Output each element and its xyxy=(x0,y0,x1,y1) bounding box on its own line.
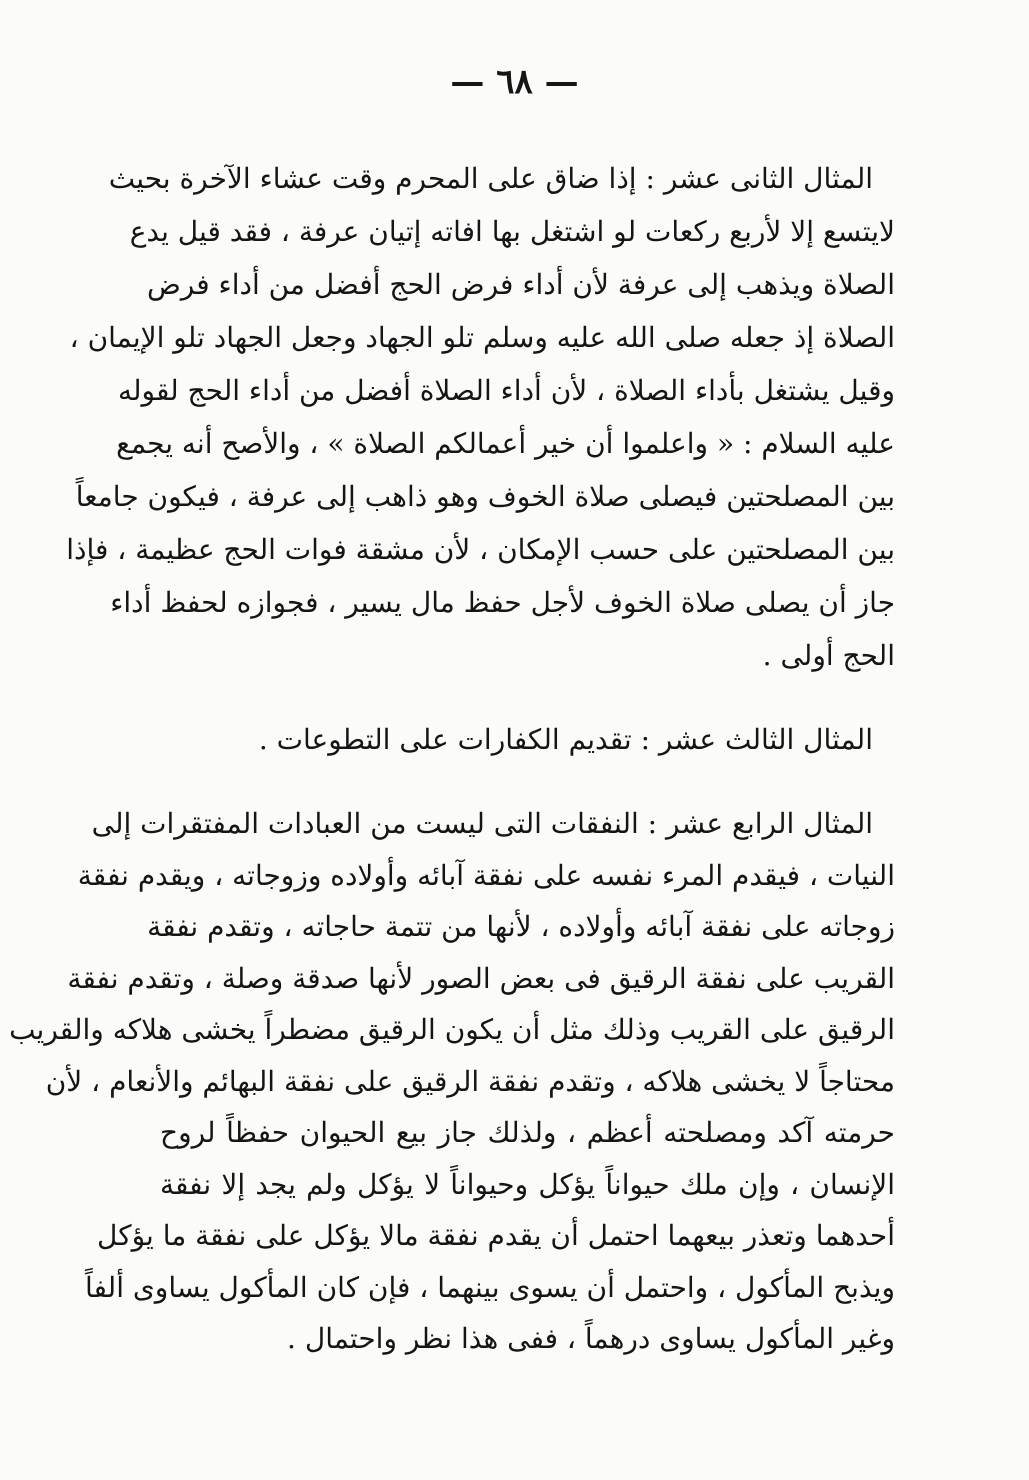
text-line: المثال الرابع عشر : النفقات التى ليست من العبادات المفتقرات إلى xyxy=(91,807,873,840)
text-line: القريب على نفقة الرقيق فى بعض الصور لأنها صدقة وصلة ، وتقدم نفقة xyxy=(67,961,895,995)
text-line: الصلاة ويذهب إلى عرفة لأن أداء فرض الحج أفضل من أداء فرض xyxy=(146,268,895,301)
text-line: بين المصلحتين فيصلى صلاة الخوف وهو ذاهب إلى عرفة ، فيكون جامعاً xyxy=(75,480,895,513)
text-line: عليه السلام : « واعلموا أن خير أعمالكم الصلاة » ، والأصح أنه يجمع xyxy=(116,427,895,460)
paragraph-example-14 xyxy=(9,798,895,1365)
text-line: وقيل يشتغل بأداء الصلاة ، لأن أداء الصلاة أفضل من أداء الحج لقوله xyxy=(117,374,895,407)
text-line: الحج أولى . xyxy=(762,639,895,672)
text-line: لايتسع إلا لأربع ركعات لو اشتغل بها افاته إتيان عرفة ، فقد قيل يدع xyxy=(129,215,895,248)
text-line: حرمته آكد ومصلحته أعظم ، ولذلك جاز بيع الحيوان حفظاً لروح xyxy=(160,1116,895,1149)
text-line: المثال الثالث عشر : تقديم الكفارات على التطوعات . xyxy=(258,723,873,756)
paragraph-example-13 xyxy=(160,715,895,765)
text-line: ويذبح المأكول ، واحتمل أن يسوى بينهما ، فإن كان المأكول يساوى ألفاً xyxy=(84,1270,895,1304)
text-line: وغير المأكول يساوى درهماً ، ففى هذا نظر واحتمال . xyxy=(287,1322,895,1355)
text-line: المثال الثانى عشر : إذا ضاق على المحرم وقت عشاء الآخرة بحيث xyxy=(108,162,873,195)
page-number: — ٦٨ — xyxy=(450,62,579,102)
paragraph-example-12 xyxy=(66,152,895,682)
text-line: زوجاته على نفقة آبائه وأولاده ، لأنها من تتمة حاجاته ، وتقدم نفقة xyxy=(147,910,895,943)
text-line: محتاجاً لا يخشى هلاكه ، وتقدم نفقة الرقيق على نفقة البهائم والأنعام ، لأن xyxy=(45,1064,895,1098)
text-line: الرقيق على القريب وذلك مثل أن يكون الرقيق مضطراً يخشى هلاكه والقريب xyxy=(9,1013,895,1046)
text-line: النيات ، فيقدم المرء نفسه على نفقة آبائه وأولاده وزوجاته ، ويقدم نفقة xyxy=(77,858,895,892)
text-line: جاز أن يصلى صلاة الخوف لأجل حفظ مال يسير ، فجوازه لحفظ أداء xyxy=(110,586,895,619)
text-line: أحدهما وتعذر بيعهما احتمل أن يقدم نفقة مالا يؤكل على نفقة ما يؤكل xyxy=(97,1219,895,1252)
text-line: بين المصلحتين على حسب الإمكان ، لأن مشقة فوات الحج عظيمة ، فإذا xyxy=(66,533,895,566)
text-line: الإنسان ، وإن ملك حيواناً يؤكل وحيواناً لا يؤكل ولم يجد إلا نفقة xyxy=(160,1167,895,1201)
text-line: الصلاة إذ جعله صلى الله عليه وسلم تلو الجهاد وجعل الجهاد تلو الإيمان ، xyxy=(69,321,895,354)
